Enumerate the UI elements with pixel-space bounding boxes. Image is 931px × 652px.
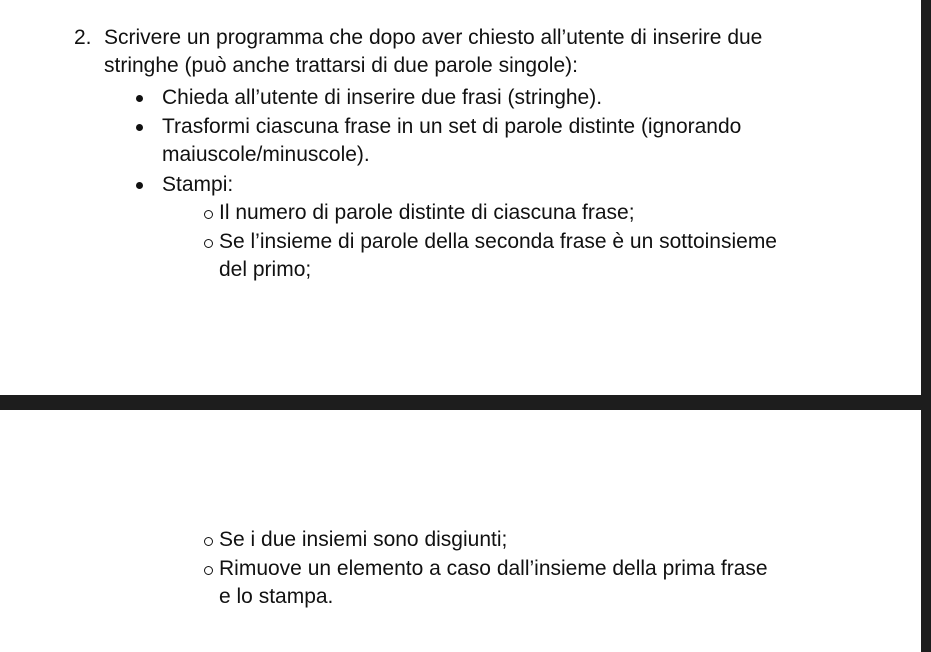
sub-item-4-line-1: Rimuove un elemento a caso dall’insieme della prima frase xyxy=(219,557,768,580)
bullet-2-line-1: Trasformi ciascuna frase in un set di parole distinte (ignorando xyxy=(162,115,742,138)
sub-item-2-line-1: Se l’insieme di parole della seconda frase è un sottoinsieme xyxy=(219,230,777,253)
circle-bullet-icon xyxy=(204,566,213,575)
circle-bullet-icon xyxy=(204,239,213,248)
bullet-dot xyxy=(136,182,143,189)
sub-item-1-line-1: Il numero di parole distinte di ciascuna frase; xyxy=(219,201,635,224)
sub-item-2-line-2: del primo; xyxy=(219,258,312,281)
circle-bullet-icon xyxy=(204,537,213,546)
right-edge-strip xyxy=(921,0,931,652)
bullet-1-line-1: Chieda all’utente di inserire due frasi (stringhe). xyxy=(162,86,603,109)
circle-bullet-icon xyxy=(204,210,213,219)
bullet-2-line-2: maiuscole/minuscole). xyxy=(162,143,370,166)
exercise-number: 2. xyxy=(74,26,92,49)
bullet-3-line-1: Stampi: xyxy=(162,173,234,196)
sub-item-3-line-1: Se i due insiemi sono disgiunti; xyxy=(219,528,508,551)
sub-item-4-line-2: e lo stampa. xyxy=(219,585,334,608)
bullet-dot xyxy=(136,124,143,131)
page-separator xyxy=(0,395,931,410)
exercise-text-line-2: stringhe (può anche trattarsi di due parole singole): xyxy=(104,54,578,77)
bullet-dot xyxy=(136,95,143,102)
exercise-text-line-1: Scrivere un programma che dopo aver chiesto all’utente di inserire due xyxy=(104,26,763,49)
